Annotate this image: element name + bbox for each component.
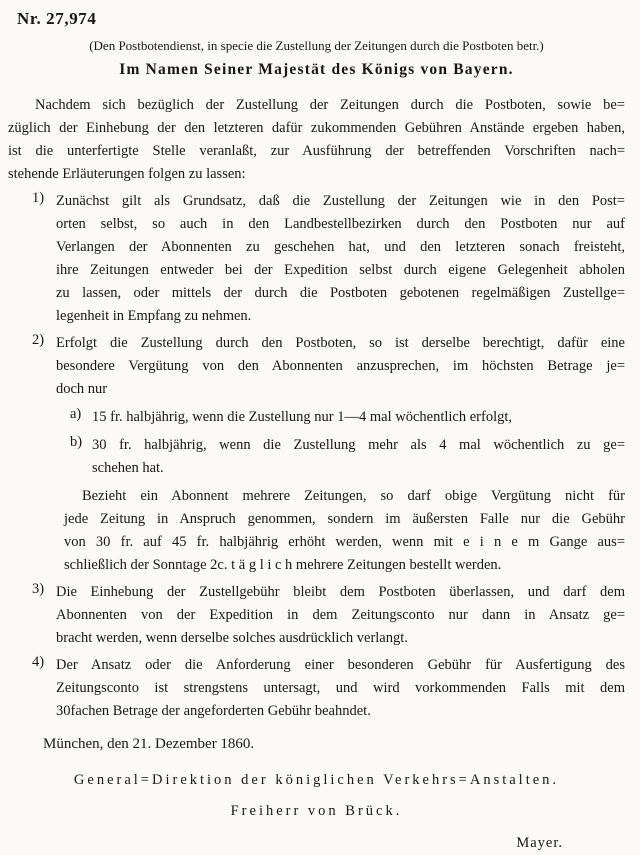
text-line: Zunächst gilt als Grundsatz, daß die Zustellung der Zeitungen wie in den Post= [56, 193, 625, 209]
text-line: Abonnenten von der Expedition in dem Zeitungsconto nur dann in Ansatz ge= [56, 607, 625, 623]
sub-item-number: b) [70, 434, 83, 450]
dateline: München, den 21. Dezember 1860. [43, 736, 255, 752]
text-line: stehende Erläuterungen folgen zu lassen: [8, 166, 246, 182]
item-2-note-paragraph [64, 485, 625, 577]
item-text [56, 332, 625, 577]
text-line: schehen hat. [92, 460, 164, 476]
intro-paragraph [8, 94, 625, 186]
list-item-1 [32, 190, 625, 328]
item-number: 4) [32, 654, 45, 670]
item-number: 3) [32, 581, 45, 597]
document-number: Nr. 27,974 [17, 9, 97, 28]
text-line: Erfolgt die Zustellung durch den Postboten, so ist derselbe berechtigt, dafür eine [56, 335, 625, 351]
item-text [56, 581, 625, 650]
item-text [56, 190, 625, 328]
signature-name: Freiherr von Brück. [230, 803, 403, 819]
item-text [56, 654, 625, 723]
sub-item-text [92, 406, 625, 429]
subject-line: (Den Postbotendienst, in specie die Zustellung der Zeitungen durch die Postboten betr.) [89, 38, 544, 53]
text-line: schließlich der Sonntage 2c. t ä g l i c h mehrere Zeitungen bestellt werden. [64, 557, 502, 573]
list-item-4 [32, 654, 625, 723]
text-line: Verlangen der Abonnenten zu geschehen hat, und den letzteren sonach freisteht, [56, 239, 625, 255]
text-line: zu lassen, oder mittels der durch die Postboten gebotenen regelmäßigen Zustellge= [56, 285, 625, 301]
text-line: züglich der Einhebung der den letzteren dafür zukommenden Gebühren Anstände ergeben haben, [8, 120, 625, 136]
text-line: Der Ansatz oder die Anforderung einer besonderen Gebühr für Ausfertigung des [56, 657, 625, 673]
text-line: Zeitungsconto ist strengstens untersagt, und wird vorkommenden Falls mit dem [56, 680, 625, 696]
item-2-intro [56, 332, 625, 401]
sub-item-b [70, 434, 625, 480]
text-line: Bezieht ein Abonnent mehrere Zeitungen, so darf obige Vergütung nicht für [82, 488, 625, 504]
text-line: besondere Vergütung von den Abonnenten anzusprechen, im höchsten Betrage je= [56, 358, 625, 374]
sub-item-a [70, 406, 625, 429]
list-item-2 [32, 332, 625, 577]
text-line: bracht werden, wenn derselbe solches ausdrücklich verlangt. [56, 630, 408, 646]
text-line: ist die unterfertigte Stelle veranlaßt, zur Ausführung der betreffenden Vorschriften nach= [8, 143, 625, 159]
countersignature-name: Mayer. [516, 835, 563, 851]
text-line: 30 fr. halbjährig, wenn die Zustellung mehr als 4 mal wöchentlich zu ge= [92, 437, 625, 453]
item-number: 1) [32, 190, 45, 206]
text-line: doch nur [56, 381, 108, 397]
text-line: legenheit in Empfang zu nehmen. [56, 308, 252, 324]
item-number: 2) [32, 332, 45, 348]
text-line: orten selbst, so auch in den Landbestellbezirken durch den Postboten nur auf [56, 216, 625, 232]
text-line: jede Zeitung in Anspruch genommen, sondern im äußersten Falle nur die Gebühr [64, 511, 625, 527]
text-line: 30fachen Betrage der angeforderten Gebühr beahndet. [56, 703, 371, 719]
sub-item-text [92, 434, 625, 480]
sub-item-number: a) [70, 406, 82, 422]
text-line: ihre Zeitungen entweder bei der Expedition selbst durch eigene Gelegenheit abholen [56, 262, 625, 278]
issuing-authority: General=Direktion der königlichen Verkehrs=Anstalten. [73, 772, 560, 788]
text-line: 15 fr. halbjährig, wenn die Zustellung nur 1—4 mal wöchentlich erfolgt, [92, 409, 512, 425]
text-line: Nachdem sich bezüglich der Zustellung der Zeitungen durch die Postboten, sowie be= [35, 97, 625, 113]
proclamation-heading: Im Namen Seiner Majestät des Königs von Bayern. [119, 61, 514, 78]
text-line: von 30 fr. auf 45 fr. halbjährig erhöht werden, wenn mit e i n e m Gange aus= [64, 534, 625, 550]
list-item-3 [32, 581, 625, 650]
text-line: Die Einhebung der Zustellgebühr bleibt dem Postboten überlassen, und darf dem [56, 584, 625, 600]
